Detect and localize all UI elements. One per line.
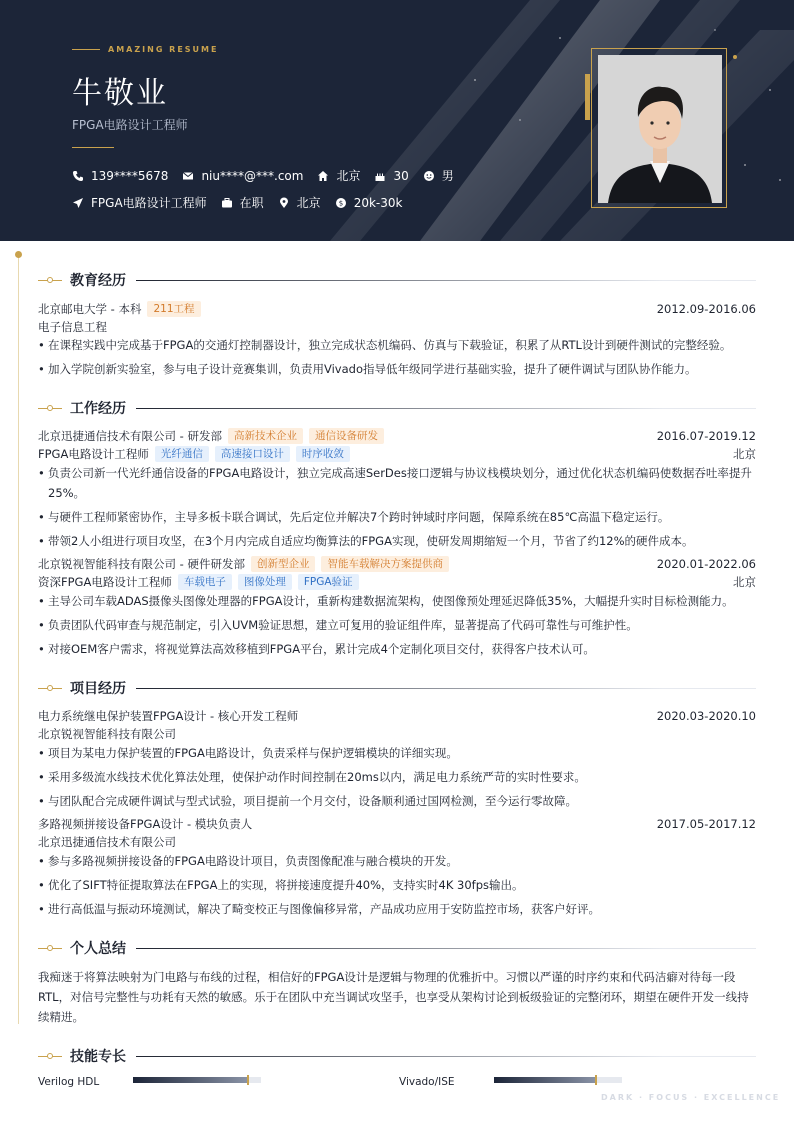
hometown-text: 北京 [336,169,361,183]
major: 电子信息工程 [38,320,107,334]
contact-row [72,167,468,184]
section-projects-header [38,678,756,698]
person-avatar [598,55,722,203]
work-entry-1-header [38,427,756,445]
section-summary-header [38,938,756,958]
section-title: 教育经历 [70,273,126,289]
project-date: 2020.03-2020.10 [656,709,756,723]
project-name: 多路视频拼接设备FPGA设计 - 模块负责人 [38,817,253,831]
timeline-dot [15,251,22,258]
skill-name: Vivado/ISE [399,1076,455,1088]
section-marker-icon [38,1051,62,1061]
status-item [221,194,264,211]
skill-tag: 光纤通信 [155,446,209,462]
education-bullet: • 在课程实践中完成基于FPGA的交通灯控制器设计，独立完成状态机编码、仿真与下载验证，积累了从RTL设计到硬件测试的完整经验。 [38,335,756,355]
project-bullet: • 采用多级流水线技术优化算法处理，使保护动作时间控制在20ms以内，满足电力系统严苛的实时性要求。 [38,767,756,787]
project-2-company-row [38,833,756,851]
project-company: 北京锐视智能科技有限公司 [38,727,176,741]
section-title: 项目经历 [70,681,126,697]
section-rule [136,1056,756,1057]
section-work-header [38,398,756,418]
target-position-item [72,194,207,211]
company-name: 北京锐视智能科技有限公司 - 硬件研发部 [38,557,245,571]
tagline-text: AMAZING RESUME [108,45,219,54]
tagline [72,45,218,54]
target-city-text: 北京 [296,196,321,210]
project-name: 电力系统继电保护装置FPGA设计 - 核心开发工程师 [38,709,299,723]
skill-tag: 时序收敛 [296,446,350,462]
phone-icon [72,170,84,182]
skill-marker [247,1075,249,1085]
gender-text: 男 [441,169,454,183]
work-date: 2016.07-2019.12 [656,429,756,443]
job-intent-row [72,194,416,211]
school-name: 北京邮电大学 - 本科 [38,302,142,316]
school-tag: 211工程 [147,301,200,317]
section-title: 个人总结 [70,941,126,957]
skill-item [399,1076,455,1088]
company-tag: 高新技术企业 [228,428,303,444]
section-education-header [38,270,756,290]
project-date: 2017.05-2017.12 [656,817,756,831]
project-bullet: • 进行高低温与振动环境测试，解决了畸变校正与图像偏移异常，产品成功应用于安防监控市场，获客户好评。 [38,899,756,919]
work-bullet: • 与硬件工程师紧密协作，主导多板卡联合调试，先后定位并解决7个跨时钟域时序问题，保障系统在85℃高温下稳定运行。 [38,507,756,527]
project-bullet: • 与团队配合完成硬件调试与型式试验，项目提前一个月交付，设备顺利通过国网检测，至今运行零故障。 [38,791,756,811]
email-item [182,169,303,183]
skill-track [133,1077,261,1083]
project-2-header [38,815,756,833]
skill-tag: 车载电子 [178,574,232,590]
skill-marker [595,1075,597,1085]
section-rule [136,688,756,689]
age-text: 30 [393,168,409,183]
skill-fill [133,1077,248,1083]
svg-text:$: $ [338,199,343,208]
job-title: FPGA电路设计工程师 [38,447,149,461]
work-bullet: • 对接OEM客户需求，将视觉算法高效移植到FPGA平台，累计完成4个定制化项目交付，获得客户技术认可。 [38,639,756,659]
target-city-item [278,194,321,211]
section-marker-icon [38,683,62,693]
skill-name: Verilog HDL [38,1076,100,1088]
project-bullet: • 参与多路视频拼接设备的FPGA电路设计项目，负责图像配准与融合模块的开发。 [38,851,756,871]
project-1-company-row [38,725,756,743]
work-entry-2-header [38,555,756,573]
skill-item [38,1076,99,1088]
skill-tag: 高速接口设计 [215,446,290,462]
profile-photo [598,55,722,203]
work-entry-1-role [38,445,756,463]
skill-fill [494,1077,596,1083]
salary-text: 20k-30k [353,195,403,210]
footer-motto: DARK · FOCUS · EXCELLENCE [601,1093,781,1102]
company-tag: 智能车载解决方案提供商 [321,556,449,572]
gender-item [423,167,454,184]
timeline-rail [18,254,19,1024]
salary-item [335,196,403,210]
section-marker-icon [38,275,62,285]
location-icon [278,197,290,209]
title-divider [72,147,114,148]
section-skills-header [38,1046,756,1066]
mail-icon [182,170,194,182]
work-city: 北京 [733,447,756,461]
education-entry [38,300,756,318]
summary-text: 我痴迷于将算法映射为门电路与布线的过程，相信好的FPGA设计是逻辑与物理的优雅折中。习惯以严谨的时序约束和代码洁癖对待每一段RTL，对信号完整性与功耗有天然的敏感。乐于在团队中充当调试攻坚手，也享受从架构讨论到板级验证的完整闭环，期望在硬件开发一线持续精进。 [38,970,749,1024]
skill-track [494,1077,622,1083]
section-title: 工作经历 [70,401,126,417]
section-rule [136,948,756,949]
candidate-title: FPGA电路设计工程师 [72,118,188,132]
work-date: 2020.01-2022.06 [656,557,756,571]
job-title: 资深FPGA电路设计工程师 [38,575,172,589]
section-rule [136,408,756,409]
photo-accent-bar [585,74,590,120]
home-icon [317,170,329,182]
section-marker-icon [38,943,62,953]
work-bullet: • 主导公司车载ADAS摄像头图像处理器的FPGA设计，重新构建数据流架构，使图像预处理延迟降低35%，大幅提升实时目标检测能力。 [38,591,756,611]
cake-icon [374,170,386,182]
salary-icon [335,197,347,209]
project-bullet: • 项目为某电力保护装置的FPGA电路设计，负责采样与保护逻辑模块的详细实现。 [38,743,756,763]
section-title: 技能专长 [70,1049,126,1065]
hometown-item [317,167,360,184]
briefcase-icon [221,197,233,209]
phone-item [72,169,168,183]
work-bullet: • 带领2人小组进行项目攻坚，在3个月内完成自适应均衡算法的FPGA实现，使研发周期缩短一个月，节省了约12%的硬件成本。 [38,531,756,551]
education-date: 2012.09-2016.06 [656,302,756,316]
project-1-header [38,707,756,725]
project-bullet: • 优化了SIFT特征提取算法在FPGA上的实现，将拼接速度提升40%，支持实时4K 30fps输出。 [38,875,756,895]
company-tag: 通信设备研发 [309,428,384,444]
company-tag: 创新型企业 [251,556,316,572]
resume-header [0,0,794,241]
skill-tag: 图像处理 [238,574,292,590]
send-icon [72,197,84,209]
work-entry-2-role [38,573,756,591]
section-rule [136,280,756,281]
face-icon [423,170,435,182]
age-item [374,169,408,183]
section-marker-icon [38,403,62,413]
status-text: 在职 [239,196,264,210]
candidate-name: 牛敬业 [72,76,168,111]
target-position-text: FPGA电路设计工程师 [91,196,207,210]
email-text: niu****@***.com [201,168,304,183]
project-company: 北京迅捷通信技术有限公司 [38,835,176,849]
work-bullet: • 负责公司新一代光纤通信设备的FPGA电路设计，独立完成高速SerDes接口逻辑与协议栈模块划分，通过优化状态机编码使数据吞吐率提升25%。 [38,463,756,503]
company-name: 北京迅捷通信技术有限公司 - 研发部 [38,429,222,443]
phone-text: 139****5678 [91,168,169,183]
work-city: 北京 [733,575,756,589]
education-bullet: • 加入学院创新实验室，参与电子设计竞赛集训，负责用Vivado指导低年级同学进行基础实验，提升了硬件调试与团队协作能力。 [38,359,756,379]
work-bullet: • 负责团队代码审查与规范制定，引入UVM验证思想，建立可复用的验证组件库，显著提高了代码可靠性与可维护性。 [38,615,756,635]
education-major-row [38,318,756,336]
skill-tag: FPGA验证 [298,574,359,590]
